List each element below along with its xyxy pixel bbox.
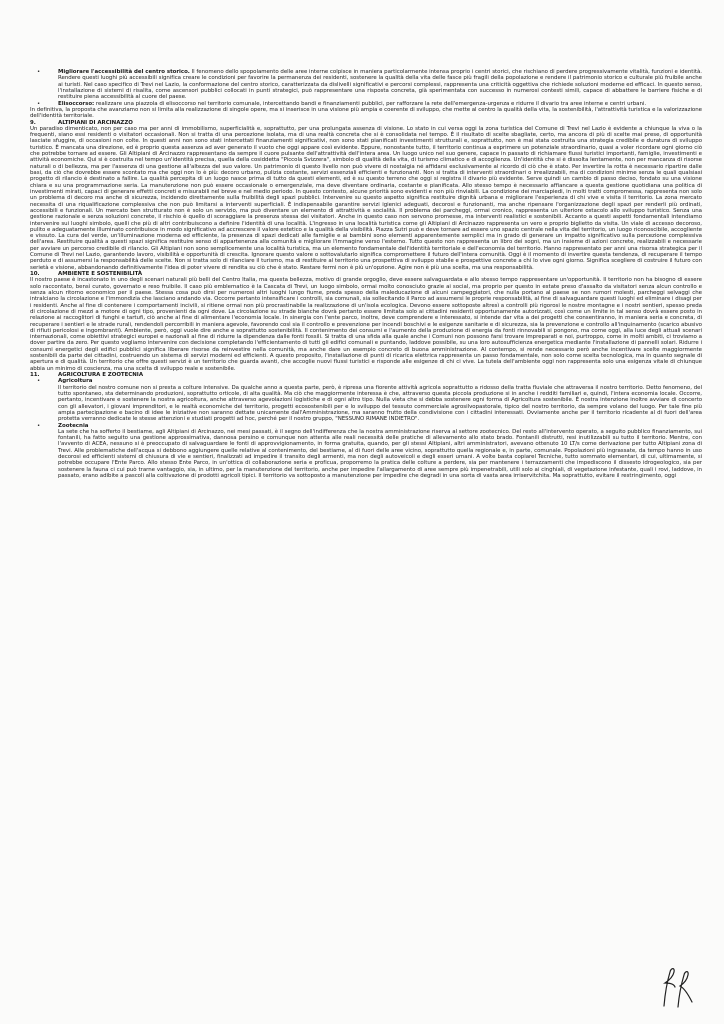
section-11-title: AGRICOLTURA E ZOOTECNIA xyxy=(58,372,144,378)
section-10-title: AMBIENTE E SOSTENIBILITÀ xyxy=(58,271,143,277)
section-9-number: 9. xyxy=(30,119,36,126)
bullet-accessibility-text: Il fenomeno dello spopolamento delle aree interne colpisce in maniera particolarmente intensa proprio i centri storici, che rischiano di perdere progressivamente vitalità, funzioni e identità. Rendere questi luoghi più accessibili significa creare le condizioni per favorire la permanenza dei residenti, sostenere la qualità della vita delle fasce più fragili della popolazione e rendere il patrimonio storico e culturale più fruibile anche ai turisti. Nel caso specifico di Trevi nel Lazio, la conformazione del centro storico, caratterizzata da dislivelli significativi e percorsi complessi, rappresenta una criticità oggettiva che richiede soluzioni moderne ed efficaci. In questo senso, l'installazione di sistemi di risalita, come ascensori pubblici collocati in punti strategici, può rappresentare una risposta concreta, già sperimentata con successo in numerosi contesti simili, capace di abbattere le barriere fisiche e di restituire piena accessibilità al cuore del paese. xyxy=(58,69,702,101)
section-9-title: ALTIPIANI DI ARCINAZZO xyxy=(58,119,133,126)
page-content xyxy=(30,69,702,479)
bullet-accessibility-title: Migliorare l'accessibilità del centro storico. xyxy=(58,69,190,75)
section-9-text: Un paradiso dimenticato, non per caso ma per anni di immobilismo, superficialità e, soprattutto, per una prolungata assenza di visione. Lo stato in cui versa oggi la zona turistica del Comune di Trevi nel Lazio è evidente a chiunque la viva o la frequenti, siano essi residenti o visitatori occasionali. Non si tratta di una percezione isolata, ma di una realtà concreta che si è consolidata nel tempo. È il risultato di scelte sbagliate, certo, ma ancora di più di scelte mai prese, di opportunità lasciate sfuggire, di occasioni non colte. In questi anni non sono stati intercettati finanziamenti significativi, non sono stati pianificati investimenti strutturali e, soprattutto, non è mai stata costruita una strategia credibile e duratura di sviluppo turistico. È mancata una direzione, ed è proprio questa assenza ad aver generato il vuoto che oggi appare così evidente. Eppure, nonostante tutto, il territorio continua a esprimere un potenziale straordinario, quasi a voler ricordare ogni giorno ciò che potrebbe tornare ad essere. Gli Altipiani di Arcinazzo rappresentano da sempre il cuore pulsante dell'attrattività dell'intera area. Un luogo unico nel suo genere, capace in passato di richiamare flussi turistici importanti, famiglie, investimenti e attività economiche. Qui si è costruita nel tempo un'identità precisa, quella della cosiddetta "Piccola Svizzera", simbolo di qualità della vita, di turismo climatico e di accoglienza. Un'identità che si è dissolta lentamente, non per mancanza di risorse naturali o di bellezza, ma per l'assenza di una gestione all'altezza del suo valore. Un patrimonio di questo livello non può vivere di nostalgia né affidarsi esclusivamente al ricordo di ciò che è stato. Per invertire la rotta è necessario ripartire dalle basi, da ciò che dovrebbe essere scontato ma che oggi non lo è più: decoro urbano, pulizia costante, servizi essenziali efficienti e funzionanti. Non si tratta di interventi straordinari o irrealizzabili, ma di condizioni minime senza le quali qualsiasi progetto di rilancio è destinato a fallire. La qualità percepita di un luogo nasce prima di tutto da questi elementi, ed è su questo terreno che oggi si registra il divario più evidente. Serve quindi un cambio di passo deciso, fondato su una visione chiara e su una programmazione seria. La manutenzione non può essere occasionale o emergenziale, ma deve diventare ordinaria, costante e pianificata. Allo stesso tempo è necessario affiancare a questa gestione quotidiana una politica di investimenti mirati, capaci di generare effetti concreti e misurabili nel breve e nel medio periodo. In questo contesto, alcune priorità sono evidenti e non più rinviabili. La condizione dei marciapiedi, in molti tratti compromessa, rappresenta non solo un problema di decoro ma anche di sicurezza, incidendo direttamente sulla fruibilità degli spazi pubblici. Intervenire su questo aspetto significa restituire dignità urbana e migliorare l'esperienza di chi vive e visita il territorio. La zona mercato necessita di una riqualificazione complessiva che non può limitarsi a interventi superficiali. È indispensabile garantire servizi igienici adeguati, decorosi e funzionanti, ma anche ripensare l'organizzazione degli spazi per renderli più ordinati, accessibili e funzionali. Un mercato ben strutturato non è solo un servizio, ma può diventare un elemento di attrattività e socialità. Il problema dei parcheggi, ormai cronico, rappresenta un ulteriore ostacolo allo sviluppo turistico. Senza una gestione razionale e senza soluzioni concrete, il rischio è quello di scoraggiare la presenza stessa dei visitatori. Anche in questo caso non servono promesse, ma interventi realistici e sostenibili. Accanto a questi aspetti fondamentali intendiamo intervenire sui luoghi simbolo, quelli che più di altri contribuiscono a definire l'identità di una località. L'ingresso in una località turistica come gli Altipiani di Arcinazzo rappresenta un vero e proprio biglietto da visita. Un viale di accesso decoroso, pulito e adeguatamente illuminato contribuisce in modo significativo ad accrescere il valore estetico e la qualità della visibilità. Piazza Sutri può e deve tornare ad essere uno spazio centrale nella vita del territorio, un luogo riconoscibile, accogliente e vissuto. La cura del verde, un'illuminazione moderna ed efficiente, la presenza di spazi dedicati alle famiglie e ai bambini sono elementi apparentemente semplici ma in grado di generare un impatto significativo sulla percezione complessiva dell'area. Restituire qualità a questi spazi significa restituire senso di appartenenza alla comunità e migliorare l'immagine verso l'esterno. Tutto questo non rappresenta un libro dei sogni, ma un insieme di azioni concrete, realizzabili e necessarie per avviare un percorso credibile di rilancio. Gli Altipiani non sono semplicemente una località turistica, ma un elemento fondamentale dell'identità territoriale e dell'economia del territorio. Hanno rappresentato per anni una risorsa strategica per il Comune di Trevi nel Lazio, garantendo lavoro, visibilità e opportunità di crescita. Ignorare questo valore o sottovalutarlo significa compromettere il futuro dell'intera comunità. Oggi è il momento di invertire questa tendenza, di recuperare il tempo perduto e di assumersi la responsabilità delle scelte. Non si tratta solo di rilanciare il turismo, ma di restituire al territorio una prospettiva di sviluppo stabile e prospettive concrete a chi lo vive ogni giorno. Significa scegliere di costruire il futuro con serietà e visione, abbandonando definitivamente l'idea di poter vivere di rendita su ciò che è stato. Restare fermi non è più un'opzione. Agire non è più una scelta, ma una responsabilità. xyxy=(30,125,702,271)
section-10-text: Il nostro paese è incastonato in uno degli scenari naturali più belli del Centro Italia, ma questa bellezza, motivo di grande orgoglio, deve essere salvaguardata e allo stesso tempo rappresentare un'opportunità. Il territorio non ha bisogno di essere solo raccontato, bensì curato, governato e reso fruibile. Il caso più emblematico è la Cascata di Trevi, un luogo simbolo, ormai molto conosciuto grazie ai social, ma proprio per questo in estate preso d'assalto da visitatori senza alcun controllo e senza alcun ritorno economico per il paese. Stessa cosa può dirsi per numerosi altri luoghi lungo fiume, preda spesso della maleducazione di alcuni campeggiatori, che nulla portano al paese se non rumori molesti, parcheggi selvaggi che intralciano la circolazione e l'immondizia che lasciano andando via. Occorre pertanto intensificare i controlli, sia comunali, sia sollecitando il Parco ad assumersi le proprie responsabilità, al fine di salvaguardare questi luoghi ed eliminare i disagi per i residenti. Anche al fine di contenere i comportamenti incivili, si ritiene ormai non più procrastinabile la realizzazione di un'isola ecologica. Devono essere sottoposte altresì a controlli più rigorosi le nostre montagne e i nostri sentieri, spesso preda di circolazione di mezzi a motore di ogni tipo, provenienti da ogni dove. La circolazione su strade bianche dovrà pertanto essere limitata solo ai cittadini residenti opportunamente autorizzati, così come un limite in tal senso dovrà essere posto in relazione ai raccoglitori di funghi e tartufi, ciò anche al fine di alimentare l'economia locale. In sinergia con l'ente parco, inoltre, deve comprendere e interessato, si intende dar vita a dei progetti che consentiranno, in maniera seria e concreta, di recuperare i sentieri e le strade rurali, rendendoli percorribili in maniera agevole, favorendo così sia il controllo e prevenzione per incendi boschivi e le esigenze sanitarie e di sicurezza, sia la prevenzione e controllo all'inquinamento (scarico abusivo di rifiuti pericolosi e ingombranti). Ambiente, però, oggi vuole dire anche e soprattutto sostenibilità. Il contenimento dei consumi e l'aumento della produzione di energia da fonti rinnovabili si pongono, ma come oggi, alla luce degli attuali scenari internazionali, come obiettivi strategici europei e nazionali al fine di ridurre la dipendenza dalle fonti fossili. Si tratta di una sfida alla quale anche i Comuni non possono farsi trovare impreparati e noi, purtroppo, come in molti ambiti, ci troviamo a dover partire da zero. Per questo vogliamo intervenire con decisione completando l'efficientamento di tutti gli edifici comunali e puntando, laddove possibile, su una loro autosufficienza energetica mediante l'installazione di pannelli solari. Ridurre i consumi energetici degli edifici pubblici significa liberare risorse da reinvestire nella comunità, ma anche dare un esempio concreto di buona amministrazione. Al contempo, si rende necessario però anche incentivare scelte maggiormente sostenibili da parte dei cittadini, costruendo un sistema di servizi moderni ed efficienti. A questo proposito, l'installazione di punti di ricarica elettrica rappresenta un passo fondamentale, non solo come scelta tecnologica, ma in quanto segnale di apertura e di qualità. Un territorio che offre questi servizi è un territorio che guarda avanti, che accoglie nuovi flussi turistici e risponde alle esigenze di chi ci vive. La tutela dell'ambiente oggi non rappresenta solo una esigenza vitale di chiunque abbia un minimo di coscienza, ma una scelta di sviluppo reale e sostenibile. xyxy=(30,277,702,372)
bullet-elisoccorso xyxy=(30,101,702,107)
subsection-agricoltura-heading xyxy=(30,378,702,384)
bullet-elisoccorso-text: realizzare una piazzola di elisoccorso nel territorio comunale, intercettando bandi e finanziamenti pubblici, per rafforzare la rete dell'emergenza-urgenza e ridurre il divario tra aree interne e centri urbani. xyxy=(95,100,647,107)
subsection-zootecnia-text: La sete che ha sofferto il bestiame, agli Altipiani di Arcinazzo, nei mesi passati, è il segno dell'indifferenza che la nostra amministrazione riserva al settore zootecnico. Del resto all'intervento operato, a seguito pubblico finanziamento, sui fontanili, ha fatto seguito una gestione approssimativa, dannosa persino e comunque non attenta alle reali necessità delle pratiche di allevamento allo stato brado. Fontanili distrutti, resi inutilizzabili su tutto il territorio. Mentre, con l'avvento di ACEA, nessuno si è preoccupato di salvaguardare le fonti di approvvigionamento, in forma gratuita, quando, per gli stessi Altipiani, altri amministratori, avevano ottenuto 10 LT/s come derivazione per tutto Altipiani zona di Trevi. Alle problematiche dell'acqua si debbono aggiungere quelle relative al contenimento, del bestiame, al di fuori delle aree vicino, soprattutto quella regionale e, in parte, comunale. Popolazioni più ingrassate, da tempo hanno in uso decorosi ed efficienti sistemi di chiusura di vie e sentieri, finalizzati ad impedire il transito degli armenti, ma non degli autoveicoli e degli esseri umani. A volte basta copiarel Tecniche, tutto sommato elementari, di cui, ultimamente, si potrebbe occupare l'Ente Parco. Allo stesso Ente Parco, in un'ottica di collaborazione seria e proficua, proporremo la pratica delle colture a perdere, sia per mantenere i terrazzamenti che impediscono il dissesto idrogeologico, sia per sostenere la fauna ci cui può trarne vantaggio, sia, in ultimo, per la manutenzione del territorio, anche per impedire l'allargamento di aree sempre più impenetrabili, utili solo ai cinghiali, di vegetazione infestante, quali i rovi, laddove, in passato, erano adibite a pascoli alla coltivazione di prodotti agricoli tipici. Il territorio va sottoposto a manutenzione per impedire che degradi in una sorta di vasta area irriservitchita. Ma soprattutto, evitare il restringimento, oggi xyxy=(58,428,702,479)
subsection-agricoltura-title: Agricoltura xyxy=(58,378,93,385)
bullet-accessibility xyxy=(30,69,702,101)
subsection-zootecnia-heading xyxy=(30,423,702,429)
section-10-number: 10. xyxy=(30,271,40,277)
bullet-elisoccorso-title: Elisoccorso: xyxy=(58,100,95,107)
closing-paragraph: In definitiva, la proposta che avanziamo non si limita alla realizzazione di singole opere, ma si inserisce in una visione più ampia e coerente di sviluppo, che mette al centro la qualità della vita, la sostenibilità, l'attrattività turistica e la valorizzazione dell'identità territoriale. xyxy=(30,106,702,120)
subsection-agricoltura-text: Il territorio del nostro comune non si presta a colture intensive. Da qualche anno a questa parte, però, è ripresa una fiorente attività agricola soprattutto a ridosso della tratta fluviale che attraversa il nostro territorio. Detto fenomeno, del tutto spontaneo, sta determinando produzioni, soprattutto orticole, di alta qualità. Ma ciò che maggiormente interessa è che, attraverso questa piccola produzione si in anche i redditi familiari e, quindi, l'intera economia locale. Occorre, pertanto, incentivare e sostenere la nostra agricoltura, anche attraverso agevolazioni logistiche e di ogni altro tipo. Nulla vieta che si debba sostenere ogni forma di Agricoltura sostenibile. È nostra intenzione inoltre avviare di concerto con gli allevatori, i giovani imprenditori, e le realtà economiche del territorio, progetti ecosostenibili per e lo sviluppo del tessuto commerciale agrosilvopastorale, tipico del nostro territorio, da sempre volano del luogo. Per tale fine più ampia partecipazione e bacino di idee le iniziative non saranno dettate unicamente dall'Amministrazione, ma saranno frutto della condivisione con i cittadini interessati. Ovviamente anche per il territorio ricadente al di fuori dell'area protetta verranno dedicate le stesse attenzioni e studiati progetti ad hoc, perché per il nostro gruppo, "NESSUNO RIMANE INDIETRO". xyxy=(58,384,702,423)
subsection-zootecnia-title: Zootecnia xyxy=(58,422,89,429)
section-11-number: 11. xyxy=(30,372,40,378)
signature-mark xyxy=(654,962,702,1012)
